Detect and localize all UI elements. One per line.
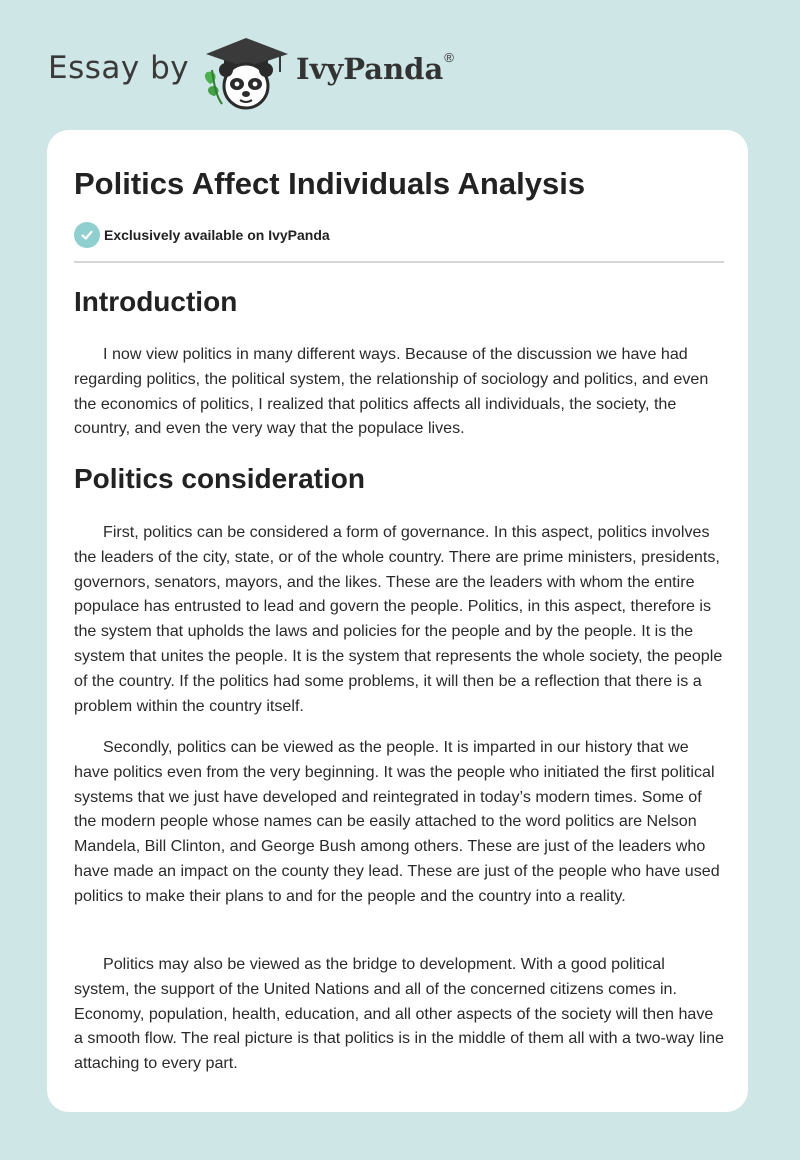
paragraph-governance: First, politics can be considered a form of governance. In this aspect, politics involves the leaders of the city, state, or of the whole country. There are prime ministers, presidents, governors, senators, mayors, and the likes. These are the leaders with whom the entire populace has entrusted to lead and govern the people. Politics, in this aspect, therefore is the system that upholds the laws and policies for the people and by the people. It is the system that unites the people. It is the system that represents the whole society, the people of the country. If the politics had some problems, it will then be a reflection that there is a problem within the country itself. [74, 523, 723, 715]
panda-logo-icon[interactable] [200, 34, 292, 110]
essay-by-label: Essay by [48, 50, 190, 86]
checkmark-icon [74, 222, 100, 248]
article-card [47, 130, 748, 1112]
section-heading-politics-consideration: Politics consideration [74, 463, 365, 494]
exclusive-badge [74, 222, 330, 248]
registered-mark: ® [444, 50, 454, 65]
paragraph-people: Secondly, politics can be viewed as the people. It is imparted in our history that we have politics even from the very beginning. It was the people who initiated the first political systems that we just have developed and reintegrated in today’s modern times. Some of the modern people whose names can be easily attached to the word politics are Nelson Mandela, Bill Clinton, and George Bush among others. These are just of the leaders who have made an impact on the county they lead. These are just of the people who have used politics to make their plans to and for the people and the country into a reality. [74, 738, 720, 905]
exclusive-badge-label: Exclusively available on IvyPanda [104, 227, 330, 243]
paragraph-introduction: I now view politics in many different ways. Because of the discussion we have had regarding politics, the political system, the relationship of sociology and politics, and even the economics of politics, I realized that politics affects all individuals, the society, the country, and even the very way that the populace lives. [74, 345, 709, 438]
page-title: Politics Affect Individuals Analysis [74, 166, 586, 201]
site-header [0, 0, 800, 120]
title-divider [74, 261, 724, 263]
brand-name[interactable] [296, 52, 454, 86]
brand-text: IvyPanda [296, 52, 444, 86]
paragraph-development: Politics may also be viewed as the bridge to development. With a good political system, the support of the United Nations and all of the concerned citizens comes in. Economy, population, health, education, and all other aspects of the society will then have a smooth flow. The real picture is that politics is in the middle of them all with a two-way line attaching to every part. [74, 955, 725, 1073]
section-heading-introduction: Introduction [74, 286, 238, 317]
